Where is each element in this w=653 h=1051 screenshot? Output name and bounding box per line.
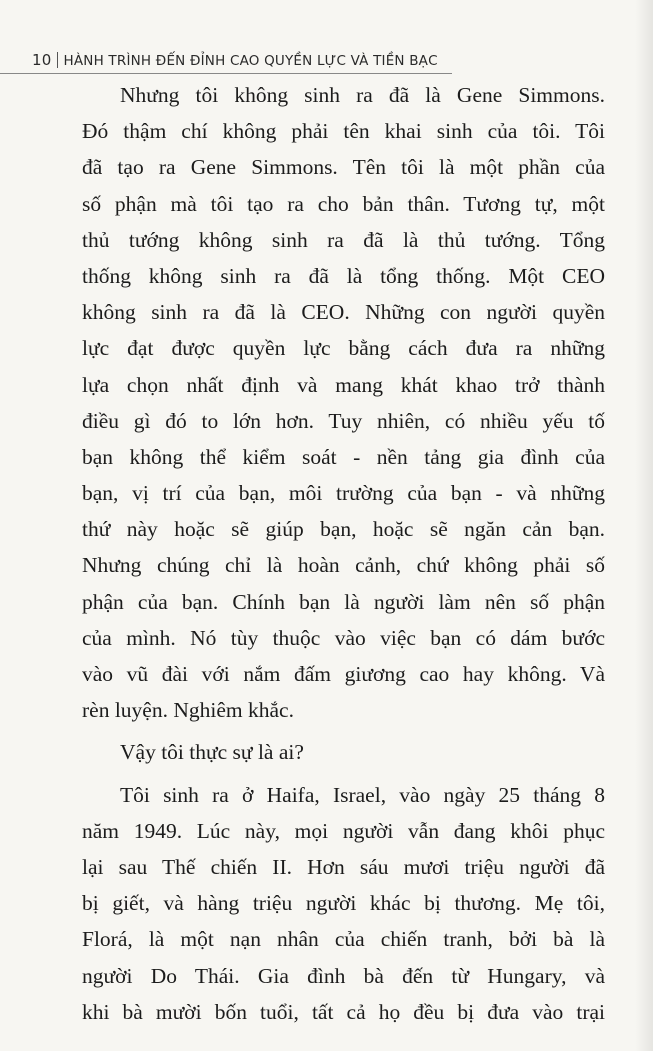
body-text [82,77,605,1036]
text-line: năm 1949. Lúc này, mọi người vẫn đang khôi phục [82,818,605,843]
text-line: vào vũ đài với nắm đấm giương cao hay không. Và [82,662,605,686]
text-line: Florá, là một nạn nhân của chiến tranh, bởi bà là [82,927,605,952]
text-line: người Do Thái. Gia đình bà đến từ Hungary, và [82,963,605,988]
text-line: bạn, vị trí của bạn, môi trường của bạn - và những [82,481,605,506]
text-line: thủ tướng không sinh ra đã là thủ tướng. Tổng [82,227,605,252]
text-line: số phận mà tôi tạo ra cho bản thân. Tương tự, một [82,191,605,216]
paragraph [82,77,605,728]
text-line: Tôi sinh ra ở Haifa, Israel, vào ngày 25 tháng 8 [120,782,605,807]
text-line: bị giết, và hàng triệu người khác bị thương. Mẹ tôi, [82,891,605,916]
page-number: 10 [32,51,52,69]
text-line: phận của bạn. Chính bạn là người làm nên số phận [82,589,605,614]
text-line: không sinh ra đã là CEO. Những con người quyền [82,300,605,325]
text-line: Nhưng tôi không sinh ra đã là Gene Simmons. [120,83,605,107]
paragraph [82,777,605,1030]
text-line: lực đạt được quyền lực bằng cách đưa ra những [82,336,605,361]
text-line: khi bà mười bốn tuổi, tất cả họ đều bị đưa vào trại [82,999,605,1024]
text-line: Nhưng chúng chỉ là hoàn cảnh, chứ không phải số [82,553,605,578]
paragraph [82,734,605,770]
running-header [32,51,438,69]
text-line: của mình. Nó tùy thuộc vào việc bạn có dám bước [82,625,605,650]
text-line: lựa chọn nhất định và mang khát khao trở thành [82,372,605,397]
text-line: đã tạo ra Gene Simmons. Tên tôi là một phần của [82,155,605,180]
text-line: Vậy tôi thực sự là ai? [120,740,304,765]
text-line: bạn không thể kiểm soát - nền tảng gia đình của [82,444,605,469]
text-line: Đó thậm chí không phải tên khai sinh của tôi. Tôi [82,119,605,144]
page-edge-shadow [635,0,653,1051]
text-line: điều gì đó to lớn hơn. Tuy nhiên, có nhiều yếu tố [82,408,605,433]
text-line: lại sau Thế chiến II. Hơn sáu mươi triệu người đã [82,854,605,879]
header-separator [57,52,58,68]
header-rule [0,73,452,74]
text-line: thống không sinh ra đã là tổng thống. Một CEO [82,263,605,288]
text-line: thứ này hoặc sẽ giúp bạn, hoặc sẽ ngăn cản bạn. [82,517,605,542]
text-line: rèn luyện. Nghiêm khắc. [82,698,294,723]
running-title: HÀNH TRÌNH ĐẾN ĐỈNH CAO QUYỀN LỰC VÀ TIỀN BẠC [63,53,438,69]
